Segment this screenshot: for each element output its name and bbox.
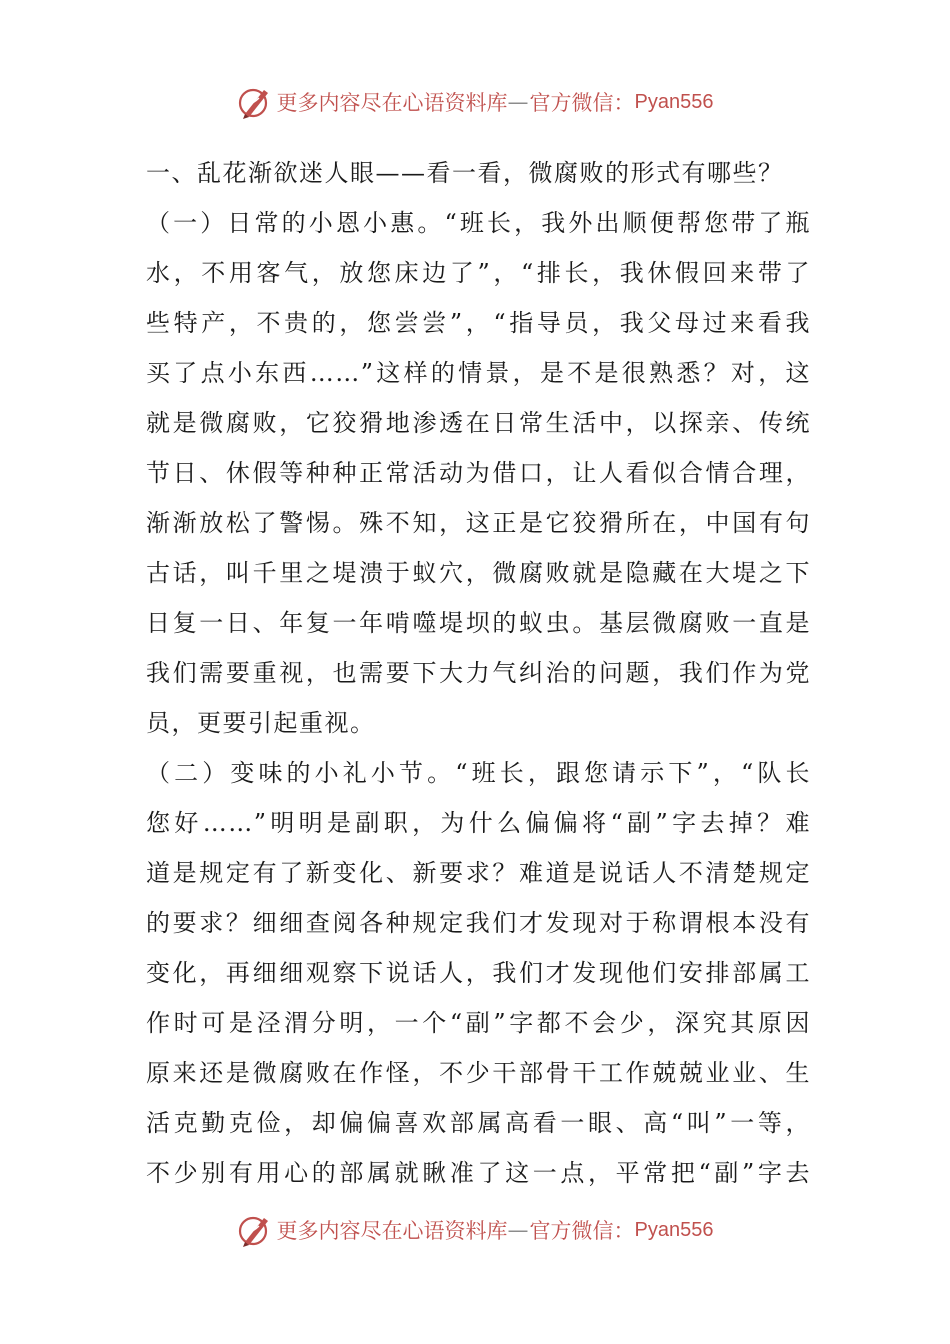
body-line: 水，不用客气，放您床边了”，“排长，我休假回来带了 [146, 259, 811, 287]
body-line: 些特产，不贵的，您尝尝”，“指导员，我父母过来看我 [146, 309, 811, 337]
body-line: （二）变味的小礼小节。“班长，跟您请示下”，“队长 [146, 759, 811, 787]
body-line: 节日、休假等种种正常活动为借口，让人看似合情合理， [146, 459, 811, 487]
body-line: 买了点小东西……”这样的情景，是不是很熟悉？对，这 [146, 359, 811, 387]
footer-banner-separator: — [507, 1218, 530, 1242]
body-line: 日复一日、年复一年啃噬堤坝的蚁虫。基层微腐败一直是 [146, 609, 811, 637]
header-banner-text: 更多内容尽在心语资料库 [276, 91, 508, 115]
header-watermark-banner [0, 82, 950, 122]
header-banner-separator: — [507, 90, 530, 114]
body-line: 不少别有用心的部属就瞅准了这一点，平常把“副”字去 [146, 1159, 811, 1187]
body-line: 变化，再细细观察下说话人，我们才发现他们安排部属工 [146, 959, 811, 987]
body-line: 作时可是泾渭分明，一个“副”字都不会少，深究其原因 [146, 1009, 811, 1037]
header-banner-wechat-label: 官方微信： [529, 91, 635, 115]
footer-watermark-banner [0, 1210, 950, 1250]
body-line: 就是微腐败，它狡猾地渗透在日常生活中，以探亲、传统 [146, 409, 811, 437]
body-line: 活克勤克俭，却偏偏喜欢部属高看一眼、高“叫”一等， [146, 1109, 811, 1137]
body-line: 渐渐放松了警惕。殊不知，这正是它狡猾所在，中国有句 [146, 509, 811, 537]
body-line: （一）日常的小恩小惠。“班长，我外出顺便帮您带了瓶 [146, 209, 811, 237]
body-line: 您好……”明明是副职，为什么偏偏将“副”字去掉？难 [146, 809, 811, 837]
footer-banner-wechat-id: Pyan556 [634, 1218, 714, 1241]
body-line: 我们需要重视，也需要下大力气纠治的问题，我们作为党 [146, 659, 811, 687]
body-line: 的要求？细细查阅各种规定我们才发现对于称谓根本没有 [146, 909, 811, 937]
footer-banner-text: 更多内容尽在心语资料库 [276, 1219, 508, 1243]
document-body [146, 148, 811, 1198]
footer-banner-wechat-label: 官方微信： [529, 1219, 635, 1243]
header-banner-wechat-id: Pyan556 [634, 90, 714, 113]
body-line: 古话，叫千里之堤溃于蚁穴，微腐败就是隐藏在大堤之下 [146, 559, 811, 587]
section-heading: 一、乱花渐欲迷人眼——看一看，微腐败的形式有哪些？ [146, 159, 784, 187]
pen-and-circle-logo-icon [237, 84, 273, 120]
body-line: 员，更要引起重视。 [146, 709, 376, 737]
pen-and-circle-logo-icon [237, 1212, 273, 1248]
body-line: 道是规定有了新变化、新要求？难道是说话人不清楚规定 [146, 859, 811, 887]
body-line: 原来还是微腐败在作怪，不少干部骨干工作兢兢业业、生 [146, 1059, 811, 1087]
